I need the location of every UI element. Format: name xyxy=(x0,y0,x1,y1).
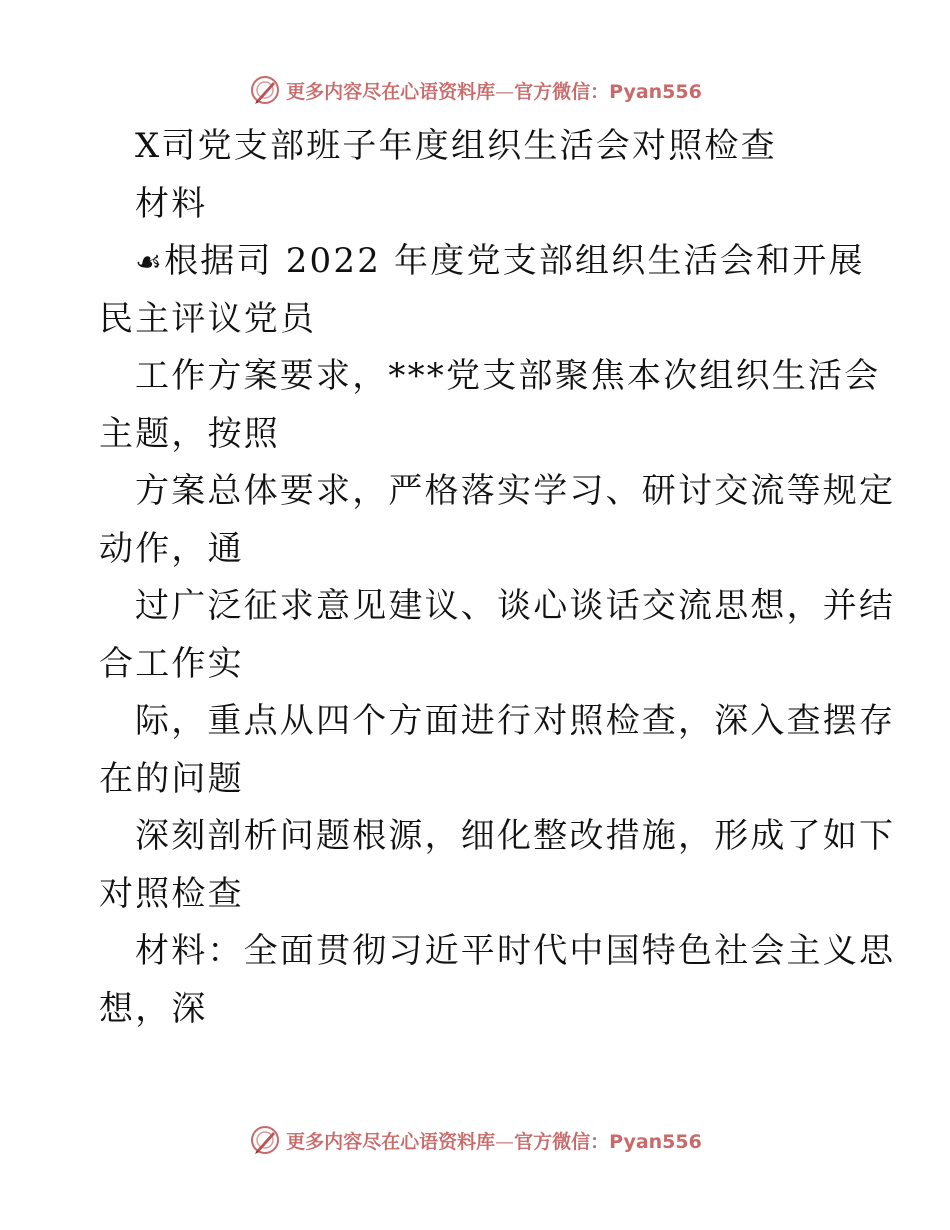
paragraph-3-lead: 方案总体要求，严格落实学习、研讨交流等规定 xyxy=(135,471,896,511)
paragraph-4-tail: 合工作实 xyxy=(99,643,244,684)
pen-logo-icon xyxy=(248,73,282,107)
doc-title-line-1: X司党支部班子年度组织生活会对照检查 xyxy=(135,126,777,166)
paragraph-5-tail: 在的问题 xyxy=(99,758,244,799)
watermark-site-text: 更多内容尽在心语资料库 xyxy=(286,80,496,103)
document-body xyxy=(99,118,896,1038)
watermark-separator: — xyxy=(495,1130,515,1153)
paragraph-6-lead: 深刻剖析问题根源，细化整改措施，形成了如下 xyxy=(135,816,896,856)
doc-title-line-2: 材料 xyxy=(135,183,208,224)
watermark-site-text: 更多内容尽在心语资料库 xyxy=(286,1130,496,1153)
paragraph-1-lead xyxy=(99,233,865,291)
paragraph-2-lead: 工作方案要求，***党支部聚焦本次组织生活会 xyxy=(135,356,881,396)
watermark-header xyxy=(0,72,950,108)
paragraph-7-tail: 想，深 xyxy=(99,988,208,1029)
watermark-footer xyxy=(0,1122,950,1158)
watermark-wechat-text: 官方微信：Pyan556 xyxy=(514,80,702,103)
paragraph-5-lead: 际，重点从四个方面进行对照检查，深入查摆存 xyxy=(135,701,896,741)
paragraph-1-lead-text: 根据司 2022 年度党支部组织生活会和开展 xyxy=(164,241,865,281)
paragraph-1-tail: 民主评议党员 xyxy=(99,298,317,339)
flourish-bullet-icon: ☙ xyxy=(135,245,165,280)
paragraph-4-lead: 过广泛征求意见建议、谈心谈话交流思想，并结 xyxy=(135,586,896,626)
paragraph-6-tail: 对照检查 xyxy=(99,873,244,914)
paragraph-3-tail: 动作，通 xyxy=(99,528,244,569)
paragraph-7-lead: 材料：全面贯彻习近平时代中国特色社会主义思 xyxy=(135,931,896,971)
pen-logo-icon xyxy=(248,1123,282,1157)
watermark-separator: — xyxy=(495,80,515,103)
watermark-wechat-text: 官方微信：Pyan556 xyxy=(514,1130,702,1153)
paragraph-2-tail: 主题，按照 xyxy=(99,413,280,454)
